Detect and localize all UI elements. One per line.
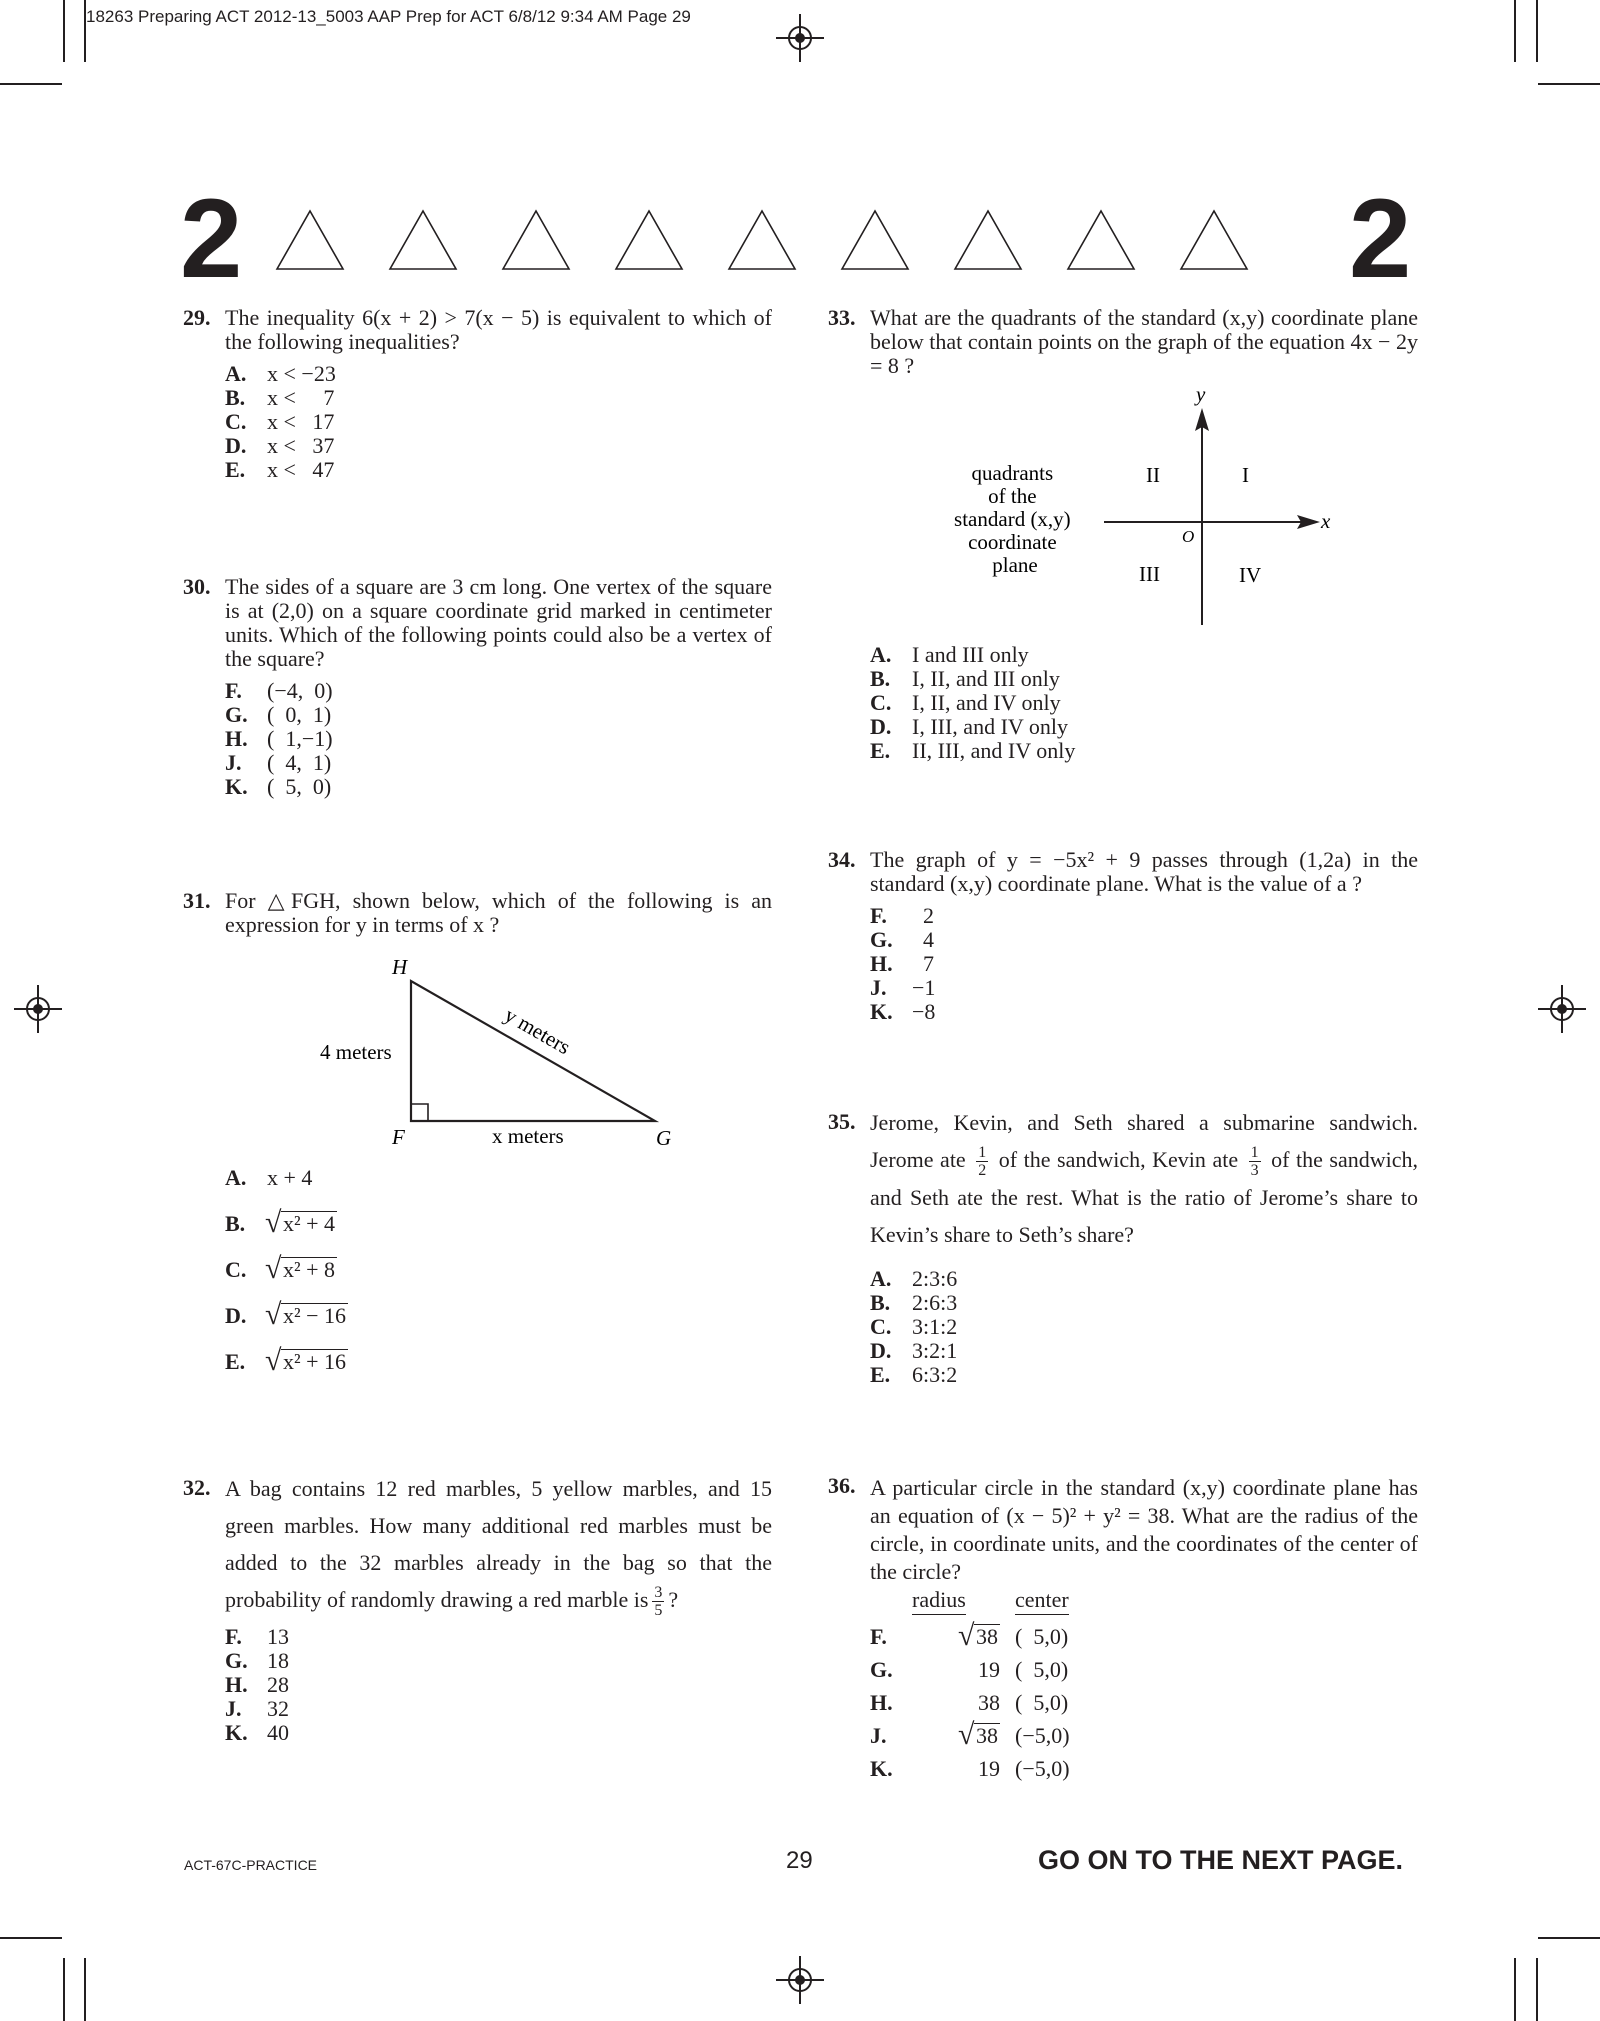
fraction: $\frac{3}{5}$ xyxy=(654,1584,663,1620)
answer-option[interactable]: J. ( 4, 1) xyxy=(225,750,332,775)
crop-mark xyxy=(1536,0,1538,62)
answer-option[interactable]: B. I, II, and III only xyxy=(870,666,1060,691)
question-number: 34. xyxy=(828,847,856,872)
quadrant-iv-label: IV xyxy=(1239,563,1262,587)
question-number: 35. xyxy=(828,1109,856,1134)
answer-option[interactable]: B. 2:6:3 xyxy=(870,1290,958,1316)
question-35 xyxy=(828,1104,1418,1387)
table-row[interactable]: J. √ 38 (−5,0) xyxy=(870,1718,1070,1751)
answer-options xyxy=(870,643,1418,763)
vertex-h-label: H xyxy=(392,955,408,979)
side-fg-label: x meters xyxy=(492,1124,564,1148)
quadrant-i-label: I xyxy=(1242,463,1249,487)
crop-mark xyxy=(0,83,62,85)
answer-option[interactable]: G. 4 xyxy=(870,927,934,952)
radical-sign: √ xyxy=(265,1298,282,1331)
registration-mark-left xyxy=(26,997,50,1021)
question-number: 30. xyxy=(183,574,211,599)
continue-instruction: GO ON TO THE NEXT PAGE. xyxy=(1038,1845,1404,1875)
column-header-center: center xyxy=(1015,1586,1069,1615)
answer-option[interactable]: D. 3:2:1 xyxy=(870,1338,958,1364)
answer-option[interactable]: E. 6:3:2 xyxy=(870,1362,958,1388)
page-number: 29 xyxy=(786,1847,813,1874)
radical-sign: √ xyxy=(958,1619,975,1652)
question-number: 33. xyxy=(828,305,856,330)
origin-label: O xyxy=(1182,527,1195,546)
answer-option[interactable]: E. x < 47 xyxy=(225,457,335,482)
fraction: $\frac{1}{3}$ xyxy=(1250,1144,1259,1180)
radical-sign: √ xyxy=(958,1718,975,1751)
test-code: ACT-67C-PRACTICE xyxy=(184,1857,318,1873)
crop-mark xyxy=(1538,1937,1600,1939)
question-text: The sides of a square are 3 cm long. One vertex of the square is at (2,0) on a square coordinate grid marked in centimeter units. Which of the following points could also be a vertex of the square? xyxy=(225,574,772,671)
quadrant-caption: quadrants of the standard (x,y) coordinate plane xyxy=(954,461,1071,577)
answer-options xyxy=(870,1267,1418,1387)
question-text: A bag contains 12 red marbles, 5 yellow marbles, and 15 green marbles. How many additional red marbles must be added to the 32 marbles already in the bag so that the probability of randomly drawing a red marble is $\frac{3}{5}$ ? xyxy=(225,1476,772,1620)
answer-options xyxy=(225,1155,772,1385)
answer-option[interactable]: H. 7 xyxy=(870,951,934,976)
answer-option[interactable]: C. x < 17 xyxy=(225,409,335,434)
radical-sign: √ xyxy=(265,1252,282,1285)
answer-option[interactable]: F. 2 xyxy=(870,903,934,928)
answer-option[interactable]: E. II, III, and IV only xyxy=(870,738,1076,763)
answer-option[interactable]: A. x < −23 xyxy=(225,361,336,386)
table-row[interactable]: K. 19 (−5,0) xyxy=(870,1756,1070,1781)
answer-option[interactable]: C. 3:1:2 xyxy=(870,1314,958,1340)
question-36 xyxy=(828,1474,1418,1586)
radical-sign: √ xyxy=(265,1344,282,1377)
quadrant-ii-label: II xyxy=(1146,463,1160,487)
section-triangles xyxy=(270,205,1350,273)
table-row[interactable]: H. 38 ( 5,0) xyxy=(870,1690,1069,1715)
side-hg-label: y meters xyxy=(500,1002,575,1060)
answer-option[interactable]: B. x < 7 xyxy=(225,385,335,410)
answer-option[interactable]: J. −1 xyxy=(870,975,936,1000)
answer-option[interactable]: F. 13 xyxy=(225,1624,289,1650)
fraction: $\frac{1}{2}$ xyxy=(978,1144,987,1180)
answer-option[interactable]: D. I, III, and IV only xyxy=(870,714,1068,739)
answer-option[interactable]: A. x + 4 xyxy=(225,1165,313,1190)
question-number: 36. xyxy=(828,1473,856,1498)
triangle-fgh-figure xyxy=(300,952,690,1152)
answer-options xyxy=(225,679,772,799)
answer-option[interactable]: C. √ x² + 8 xyxy=(225,1252,336,1285)
question-30 xyxy=(183,575,772,799)
question-text: A particular circle in the standard (x,y) coordinate plane has an equation of (x − 5)² + y² = 38. What are the radius of the circle, in coordinate units, and the coordinates of the center of the circle? xyxy=(870,1475,1418,1584)
table-row[interactable]: F. √ 38 ( 5,0) xyxy=(870,1619,1069,1652)
question-number: 29. xyxy=(183,305,211,330)
answer-option[interactable]: A. I and III only xyxy=(870,642,1029,667)
crop-mark xyxy=(1538,83,1600,85)
crop-mark xyxy=(84,1958,86,2021)
question-text: Jerome, Kevin, and Seth shared a submarine sandwich. Jerome ate $\frac{1}{2}$ of the sandwich, Kevin ate $\frac{1}{3}$ of the sandwich, and Seth ate the rest. What is the ratio of Jerome’s share to Kevin’s share to Seth’s share? xyxy=(870,1110,1419,1248)
question-31-options xyxy=(183,1155,772,1385)
column-header-radius: radius xyxy=(912,1586,966,1615)
registration-mark-right xyxy=(1550,997,1574,1021)
crop-mark xyxy=(63,1958,65,2021)
answer-option[interactable]: H. 28 xyxy=(225,1672,289,1698)
crop-mark xyxy=(63,0,65,62)
answer-option[interactable]: E. √ x² + 16 xyxy=(225,1344,347,1377)
crop-mark xyxy=(1514,0,1516,62)
answer-options xyxy=(225,1625,772,1745)
answer-options xyxy=(225,362,772,482)
quadrant-iii-label: III xyxy=(1139,562,1160,586)
answer-option[interactable]: D. √ x² − 16 xyxy=(225,1298,347,1331)
side-fh-label: 4 meters xyxy=(320,1040,392,1064)
question-31 xyxy=(183,889,772,937)
answer-option[interactable]: G. 18 xyxy=(225,1648,289,1674)
answer-option[interactable]: F. (−4, 0) xyxy=(225,678,333,703)
answer-option[interactable]: C. I, II, and IV only xyxy=(870,690,1061,715)
answer-option[interactable]: A. 2:3:6 xyxy=(870,1266,958,1292)
section-number-right: 2 xyxy=(1349,176,1412,301)
answer-option[interactable]: B. √ x² + 4 xyxy=(225,1206,336,1239)
answer-option[interactable]: H. ( 1,−1) xyxy=(225,726,333,751)
answer-option[interactable]: K. −8 xyxy=(870,999,936,1024)
vertex-f-label: F xyxy=(392,1125,405,1149)
question-text: The inequality 6(x + 2) > 7(x − 5) is equivalent to which of the following inequalities? xyxy=(225,305,772,354)
vertex-g-label: G xyxy=(656,1126,672,1150)
answer-options xyxy=(870,904,1418,1024)
question-33 xyxy=(828,306,1418,378)
answer-option[interactable]: K. 40 xyxy=(225,1720,289,1746)
circle-answer-table xyxy=(870,1586,1170,1785)
question-number: 32. xyxy=(183,1475,211,1500)
table-header xyxy=(870,1586,1170,1620)
table-row[interactable]: G. 19 ( 5,0) xyxy=(870,1657,1069,1682)
answer-option[interactable]: J. 32 xyxy=(225,1696,289,1722)
answer-option[interactable]: K. ( 5, 0) xyxy=(225,774,332,799)
question-33-options xyxy=(828,643,1418,763)
crop-mark xyxy=(1536,1958,1538,2021)
answer-option[interactable]: G. ( 0, 1) xyxy=(225,702,332,727)
question-text: The graph of y = −5x² + 9 passes through (1,2a) in the standard (x,y) coordinate plane. What is the value of a ? xyxy=(870,847,1418,896)
crop-mark xyxy=(1514,1958,1516,2021)
radical-sign: √ xyxy=(265,1206,282,1239)
section-number-left: 2 xyxy=(180,176,243,301)
triangle-fgh xyxy=(411,981,655,1121)
answer-option[interactable]: D. x < 37 xyxy=(225,433,335,458)
question-34 xyxy=(828,848,1418,1024)
x-axis-label: x xyxy=(1321,509,1331,533)
crop-mark xyxy=(0,1937,62,1939)
question-text: For △FGH, shown below, which of the following is an expression for y in terms of x ? xyxy=(225,888,772,937)
question-text: What are the quadrants of the standard (x,y) coordinate plane below that contain points on the graph of the equation 4x − 2y = 8 ? xyxy=(870,305,1418,378)
registration-mark-top xyxy=(788,26,812,50)
question-number: 31. xyxy=(183,888,211,913)
question-32 xyxy=(183,1470,772,1745)
question-29 xyxy=(183,306,772,482)
print-slug: 18263 Preparing ACT 2012-13_5003 AAP Prep for ACT 6/8/12 9:34 AM Page 29 xyxy=(86,7,691,26)
y-axis-label: y xyxy=(1196,382,1206,406)
registration-mark-bottom xyxy=(788,1968,812,1992)
quadrant-diagram xyxy=(940,378,1360,628)
right-angle-marker xyxy=(411,1104,428,1121)
